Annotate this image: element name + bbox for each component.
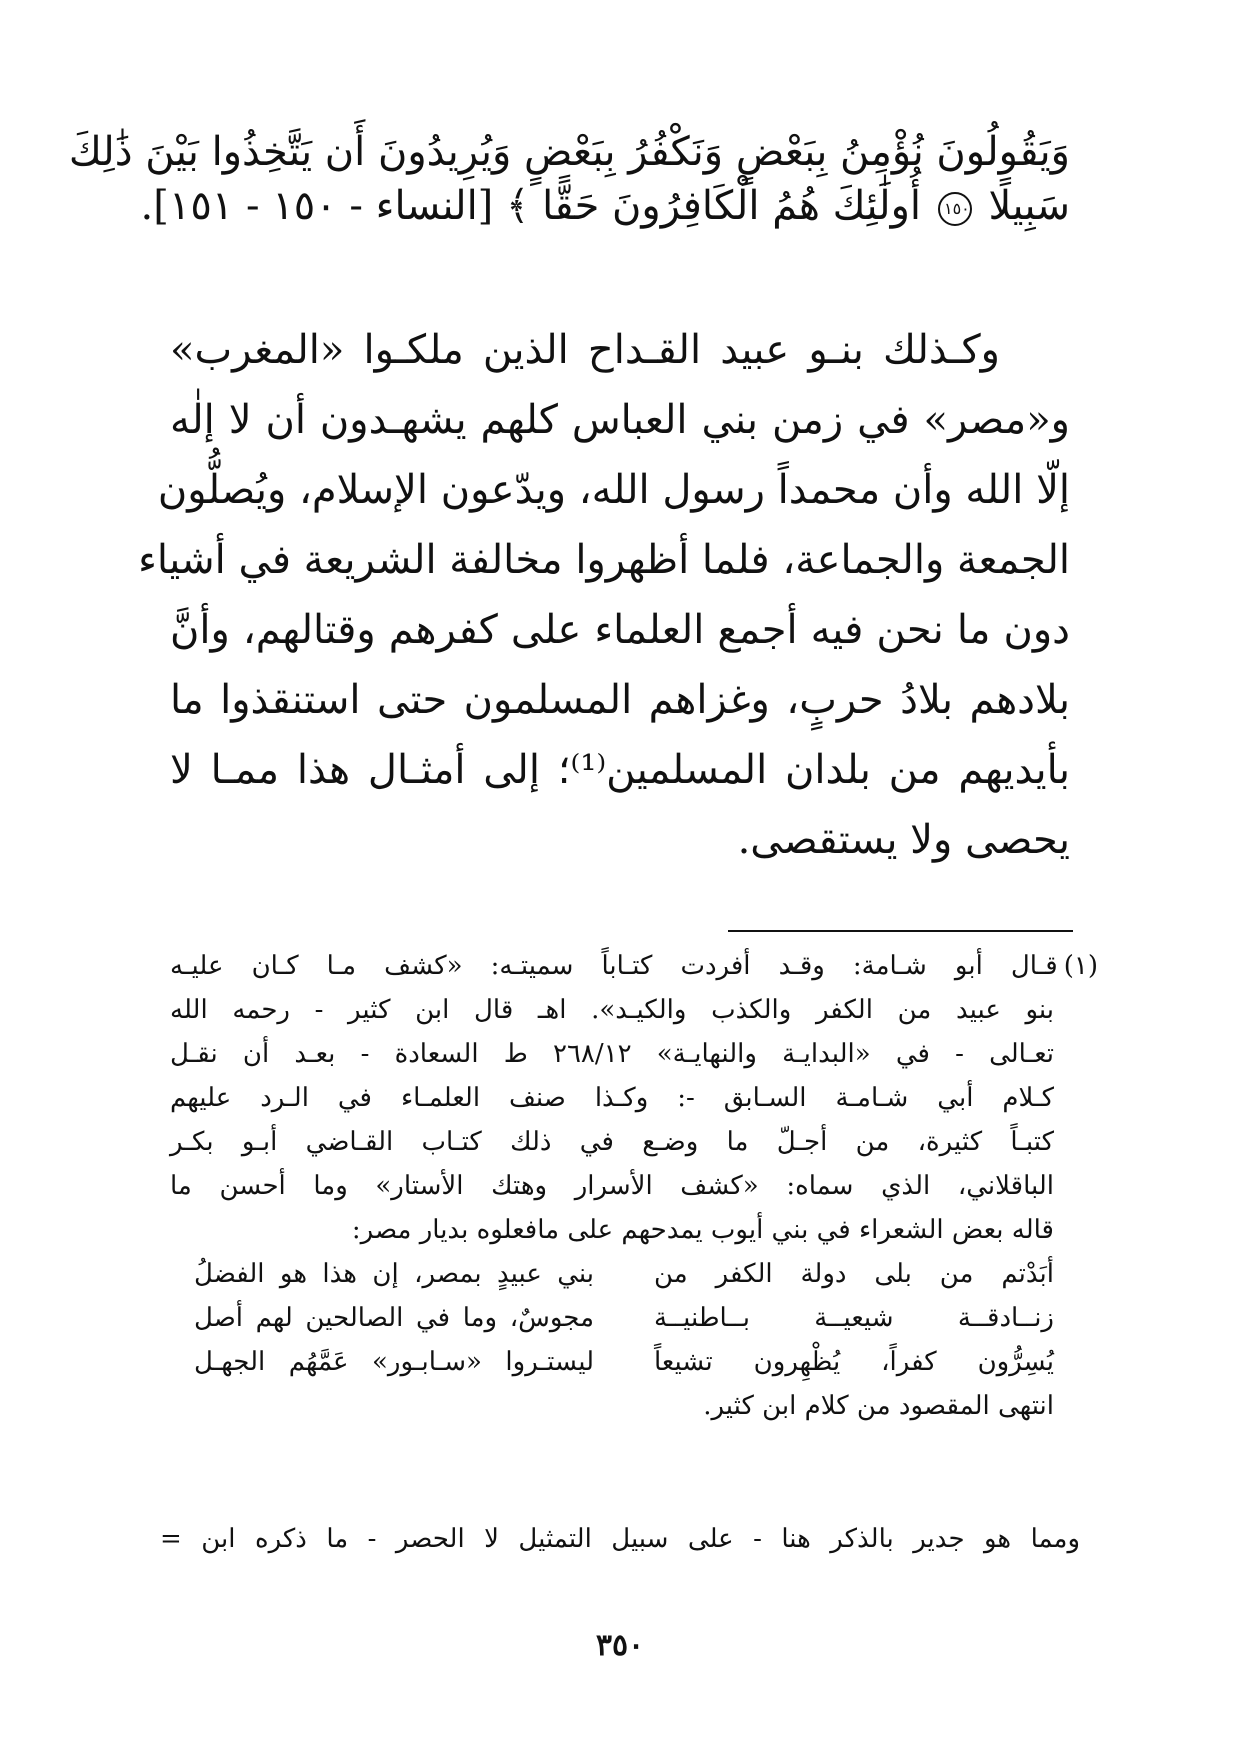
paragraph-line: الجمعة والجماعة، فلما أظهروا مخالفة الشريعة في أشياء xyxy=(138,537,1070,583)
quran-line: وَيَقُولُونَ نُؤْمِنُ بِبَعْضٍ وَنَكْفُرُ بِبَعْضٍ وَيُرِيدُونَ أَن يَتَّخِذُوا بَيْنَ ذَٰلِكَ xyxy=(68,129,1070,175)
verse-second-hemistich: ليستـروا «سـابـور» عَمَّهُم الجهـل xyxy=(194,1347,594,1377)
paragraph-line: وكـذلك بنـو عبيد القـداح الذين ملكـوا «المغرب» xyxy=(170,327,1000,373)
main-paragraph xyxy=(138,327,1070,888)
footnote-separator xyxy=(728,930,1073,932)
quran-line xyxy=(140,183,1070,229)
footnote-text: قـال أبو شـامة: وقـد أفردت كتـاباً سميتـه: «كشف مـا كـان عليـه xyxy=(170,951,1058,981)
footnote-line: تعـالى - في «البدايـة والنهايـة» ٢٦٨/١٢ ط السعادة - بعـد أن نقـل xyxy=(170,1039,1054,1069)
quran-verse-block xyxy=(68,129,1070,238)
verse-first-hemistich: يُسِرُّون كفراً، يُظْهِرون تشيعاً xyxy=(654,1347,1054,1377)
footnote-line: كتبـاً كثيرة، من أجـلّ ما وضـع في ذلك كتـاب القـاضي أبـو بكـر xyxy=(170,1127,1055,1157)
page-number: ٣٥٠ xyxy=(595,1628,645,1663)
quran-text-reference: أُولَٰئِكَ هُمُ الْكَافِرُونَ حَقًّا ﴾ [النساء - ١٥٠ - ١٥١]. xyxy=(140,183,922,229)
footnote-line: بنو عبيد من الكفر والكذب والكيـد». اهـ قال ابن كثير - رحمه الله xyxy=(170,995,1054,1025)
footnote-line xyxy=(170,952,1098,996)
footnote-line: كـلام أبي شـامـة السـابق -: وكـذا صنف العلمـاء في الـرد عليهم xyxy=(170,1083,1054,1113)
footnote-line: الباقلاني، الذي سماه: «كشف الأسرار وهتك الأستار» وما أحسن ما xyxy=(170,1171,1054,1201)
quran-text: سَبِيلًا xyxy=(988,183,1070,229)
poem-verse xyxy=(170,1304,1098,1348)
footnote-continuation-line: ومما هو جدير بالذكر هنا - على سبيل التمثيل لا الحصر - ما ذكره ابن = xyxy=(160,1524,1080,1554)
ayah-number-mark: ١٥٠ xyxy=(938,192,972,226)
paragraph-line: إلّا الله وأن محمداً رسول الله، ويدّعون الإسلام، ويُصلُّون xyxy=(157,467,1070,513)
paragraph-line: دون ما نحن فيه أجمع العلماء على كفرهم وقتالهم، وأنَّ xyxy=(170,607,1070,653)
paragraph-line: يحصى ولا يستقصى. xyxy=(737,817,1070,863)
paragraph-line: و«مصر» في زمن بني العباس كلهم يشهـدون أن لا إلٰه xyxy=(170,397,1070,443)
verse-first-hemistich: أبَدْتم من بلى دولة الكفر من xyxy=(654,1259,1054,1289)
verse-second-hemistich: بني عبيدٍ بمصر، إن هذا هو الفضلُ xyxy=(194,1259,594,1289)
footnote-line: قاله بعض الشعراء في بني أيوب يمدحهم على مافعلوه بديار مصر: xyxy=(351,1215,1054,1245)
verse-second-hemistich: مجوسٌ، وما في الصالحين لهم أصل xyxy=(194,1303,594,1333)
footnote-block xyxy=(170,952,1098,1436)
verse-first-hemistich: زنــادقــة شيعيــة بــاطنيــة xyxy=(654,1303,1054,1333)
poem-verse xyxy=(170,1260,1098,1304)
footnote-line: انتهى المقصود من كلام ابن كثير. xyxy=(703,1391,1054,1421)
poem-verse xyxy=(170,1348,1098,1392)
paragraph-line: بلادهم بلادُ حربٍ، وغزاهم المسلمون حتى استنقذوا ما xyxy=(170,677,1070,723)
footnote-number: (١) xyxy=(1063,951,1098,981)
paragraph-line: بأيديهم من بلدان المسلمين⁽¹⁾؛ إلى أمثـال هذا ممـا لا xyxy=(170,747,1070,793)
